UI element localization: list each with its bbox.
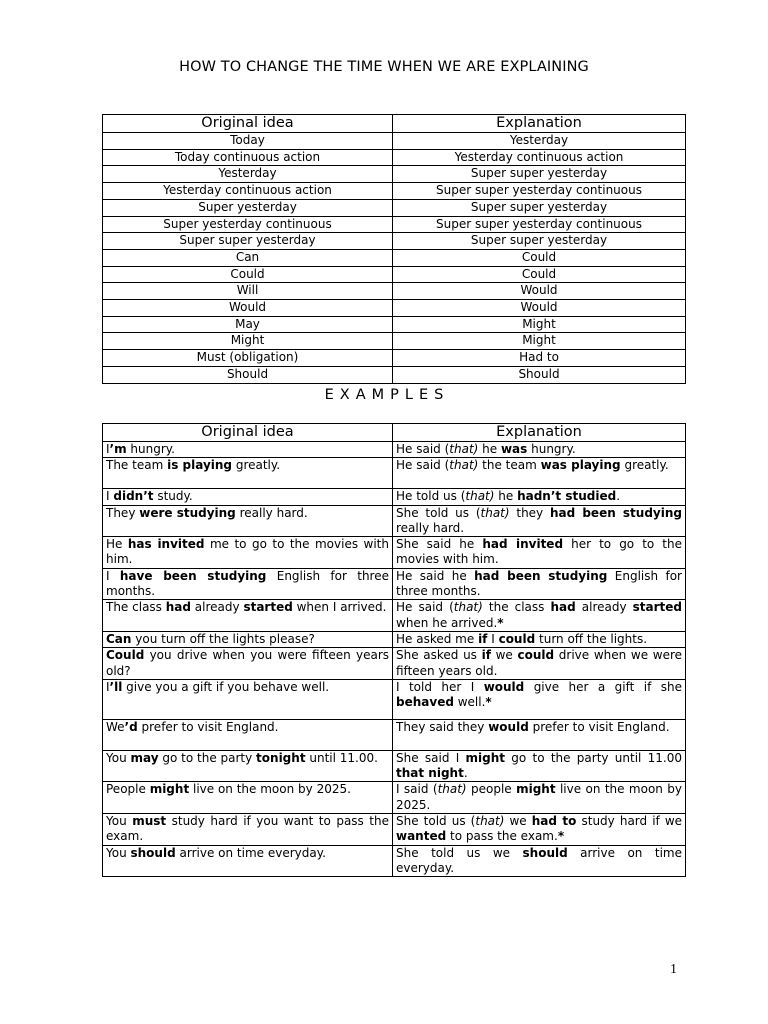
text-segment: * bbox=[485, 695, 492, 710]
text-segment: if bbox=[481, 648, 491, 663]
table-row bbox=[103, 568, 686, 600]
original-cell: Must (obligation) bbox=[103, 350, 393, 367]
text-segment: already bbox=[190, 600, 244, 615]
text-segment: He said he bbox=[396, 568, 475, 583]
text-segment: live on the moon by 2025. bbox=[189, 782, 351, 797]
column-header-explanation: Explanation bbox=[393, 424, 686, 442]
text-segment: may bbox=[130, 750, 159, 765]
text-segment: study hard if we bbox=[576, 814, 683, 829]
text-segment: . bbox=[463, 766, 468, 781]
text-segment: I told her I bbox=[396, 679, 484, 694]
text-segment: The team bbox=[106, 458, 168, 473]
original-cell: Will bbox=[103, 283, 393, 300]
text-segment: She told us ( bbox=[396, 505, 481, 520]
original-cell bbox=[103, 750, 393, 782]
text-segment: hungry. bbox=[527, 442, 576, 456]
text-segment: could bbox=[498, 631, 536, 646]
text-segment: tonight bbox=[256, 750, 306, 765]
explanation-cell bbox=[393, 568, 686, 600]
table-header-row bbox=[103, 115, 686, 133]
text-segment: study. bbox=[153, 489, 193, 504]
text-segment: He said ( bbox=[396, 600, 454, 615]
column-header-original: Original idea bbox=[103, 424, 393, 442]
text-segment: her to go to the movies with him. bbox=[396, 537, 683, 567]
text-segment: that) bbox=[475, 814, 505, 829]
explanation-cell: Had to bbox=[393, 350, 686, 367]
original-cell bbox=[103, 631, 393, 647]
text-segment: might bbox=[465, 750, 506, 765]
text-segment: he bbox=[478, 442, 501, 456]
original-cell bbox=[103, 458, 393, 489]
text-segment: She told us ( bbox=[396, 814, 476, 829]
text-segment: prefer to visit England. bbox=[528, 719, 670, 734]
examples-heading: EXAMPLES bbox=[324, 387, 450, 403]
original-cell bbox=[103, 489, 393, 505]
table-row bbox=[103, 366, 686, 383]
text-segment: have been studying bbox=[119, 568, 267, 583]
examples-table bbox=[102, 423, 686, 877]
text-segment: We bbox=[106, 719, 125, 734]
text-segment: the team bbox=[478, 458, 541, 473]
table-row bbox=[103, 300, 686, 317]
text-segment: that) bbox=[449, 458, 479, 473]
text-segment: ’m bbox=[109, 442, 127, 456]
text-segment: you turn off the lights please? bbox=[131, 631, 315, 646]
text-segment: She said I bbox=[396, 750, 466, 765]
original-cell: Might bbox=[103, 333, 393, 350]
original-cell bbox=[103, 814, 393, 846]
text-segment: had been studying bbox=[549, 505, 682, 520]
text-segment: really hard. bbox=[396, 520, 465, 535]
text-segment: He bbox=[106, 537, 128, 552]
text-segment: the class bbox=[482, 600, 551, 615]
table-row bbox=[103, 719, 686, 750]
explanation-cell bbox=[393, 750, 686, 782]
original-cell bbox=[103, 782, 393, 814]
explanation-cell bbox=[393, 442, 686, 458]
text-segment: wanted bbox=[396, 829, 447, 844]
explanation-cell bbox=[393, 600, 686, 632]
text-segment: Can bbox=[106, 631, 132, 646]
text-segment: arrive on time everyday. bbox=[396, 845, 682, 875]
text-segment: You bbox=[106, 814, 133, 829]
text-segment: He said ( bbox=[396, 458, 450, 473]
table-row bbox=[103, 216, 686, 233]
text-segment: I bbox=[106, 489, 114, 504]
original-cell: May bbox=[103, 316, 393, 333]
table-row bbox=[103, 442, 686, 458]
explanation-cell bbox=[393, 648, 686, 680]
explanation-cell bbox=[393, 679, 686, 719]
text-segment: had to bbox=[531, 814, 577, 829]
original-cell bbox=[103, 537, 393, 569]
text-segment: * bbox=[497, 615, 504, 630]
explanation-cell: Super super yesterday continuous bbox=[393, 183, 686, 200]
column-header-explanation: Explanation bbox=[393, 115, 686, 133]
text-segment: ’ll bbox=[109, 679, 123, 694]
text-segment: had invited bbox=[482, 537, 564, 552]
text-segment: I bbox=[106, 442, 110, 456]
original-cell bbox=[103, 600, 393, 632]
text-segment: * bbox=[557, 829, 565, 844]
text-segment: might bbox=[516, 782, 556, 797]
text-segment: greatly. bbox=[232, 458, 281, 473]
table-row bbox=[103, 199, 686, 216]
text-segment: turn off the lights. bbox=[535, 631, 648, 646]
text-segment: English for three months. bbox=[106, 568, 389, 599]
text-segment: that) bbox=[449, 442, 479, 456]
table-row bbox=[103, 283, 686, 300]
text-segment: should bbox=[130, 845, 176, 860]
original-cell bbox=[103, 442, 393, 458]
table-row bbox=[103, 814, 686, 846]
text-segment: had been studying bbox=[474, 568, 608, 583]
text-segment: that night bbox=[396, 766, 464, 781]
original-cell: Would bbox=[103, 300, 393, 317]
text-segment: has invited bbox=[127, 537, 205, 552]
text-segment: until 11.00. bbox=[305, 750, 378, 765]
text-segment: hadn’t studied bbox=[517, 489, 617, 504]
text-segment: live on the moon by 2025. bbox=[396, 782, 683, 812]
original-cell: Today bbox=[103, 133, 393, 150]
original-cell bbox=[103, 845, 393, 877]
text-segment: You bbox=[106, 845, 131, 860]
text-segment: ’d bbox=[124, 719, 138, 734]
original-cell: Super yesterday bbox=[103, 199, 393, 216]
original-cell: Can bbox=[103, 249, 393, 266]
column-header-original: Original idea bbox=[103, 115, 393, 133]
original-cell bbox=[103, 679, 393, 719]
explanation-cell: Could bbox=[393, 266, 686, 283]
text-segment: I bbox=[106, 679, 110, 694]
explanation-cell bbox=[393, 782, 686, 814]
explanation-cell: Super super yesterday bbox=[393, 199, 686, 216]
text-segment: might bbox=[149, 782, 190, 797]
table-row bbox=[103, 505, 686, 537]
text-segment: give you a gift if you behave well. bbox=[122, 679, 330, 694]
text-segment: that) bbox=[453, 600, 483, 615]
table-row bbox=[103, 233, 686, 250]
table-row bbox=[103, 537, 686, 569]
text-segment: go to the party bbox=[158, 750, 257, 765]
text-segment: were studying bbox=[139, 505, 236, 520]
explanation-cell: Would bbox=[393, 283, 686, 300]
text-segment: Could bbox=[106, 648, 145, 663]
text-segment: people bbox=[466, 782, 517, 797]
table-row bbox=[103, 782, 686, 814]
text-segment: She asked us bbox=[396, 648, 482, 663]
text-segment: is playing bbox=[167, 458, 233, 473]
explanation-cell: Might bbox=[393, 333, 686, 350]
text-segment: that) bbox=[437, 782, 467, 797]
table-row bbox=[103, 316, 686, 333]
text-segment: if bbox=[478, 631, 488, 646]
text-segment: They bbox=[106, 505, 140, 520]
text-segment: when he arrived. bbox=[396, 615, 498, 630]
text-segment: I said ( bbox=[396, 782, 438, 797]
table-row bbox=[103, 631, 686, 647]
text-segment: behaved bbox=[396, 695, 454, 710]
explanation-cell bbox=[393, 537, 686, 569]
text-segment: greatly. bbox=[620, 458, 669, 473]
table-row bbox=[103, 350, 686, 367]
explanation-cell bbox=[393, 814, 686, 846]
table-row bbox=[103, 166, 686, 183]
explanation-cell: Yesterday bbox=[393, 133, 686, 150]
text-segment: could bbox=[517, 648, 555, 663]
text-segment: go to the party until 11.00 bbox=[505, 750, 682, 765]
text-segment: to pass the exam. bbox=[446, 829, 558, 844]
text-segment: me to go to the movies with him. bbox=[106, 537, 389, 567]
text-segment: had bbox=[550, 600, 576, 615]
table-row bbox=[103, 183, 686, 200]
explanation-cell: Might bbox=[393, 316, 686, 333]
table-row bbox=[103, 333, 686, 350]
text-segment: He told us ( bbox=[396, 489, 466, 504]
text-segment: that) bbox=[480, 505, 510, 520]
text-segment: . bbox=[616, 489, 621, 504]
table-row bbox=[103, 750, 686, 782]
explanation-cell: Could bbox=[393, 249, 686, 266]
table-row bbox=[103, 249, 686, 266]
text-segment: I bbox=[487, 631, 499, 646]
text-segment: didn’t bbox=[113, 489, 154, 504]
text-segment: People bbox=[106, 782, 150, 797]
text-segment: we bbox=[504, 814, 532, 829]
original-cell bbox=[103, 648, 393, 680]
explanation-cell bbox=[393, 719, 686, 750]
explanation-cell bbox=[393, 505, 686, 537]
text-segment: hungry. bbox=[126, 442, 175, 456]
table-row bbox=[103, 133, 686, 150]
explanation-cell: Super super yesterday bbox=[393, 233, 686, 250]
explanation-cell: Super super yesterday continuous bbox=[393, 216, 686, 233]
table-row bbox=[103, 845, 686, 877]
text-segment: already bbox=[575, 600, 633, 615]
table-row bbox=[103, 149, 686, 166]
table-row bbox=[103, 679, 686, 719]
text-segment: that) bbox=[465, 489, 495, 504]
text-segment: arrive on time everyday. bbox=[175, 845, 326, 860]
text-segment: They said they bbox=[396, 719, 489, 734]
text-segment: started bbox=[243, 600, 293, 615]
table-row bbox=[103, 266, 686, 283]
text-segment: She said he bbox=[396, 537, 483, 552]
table-row bbox=[103, 458, 686, 489]
text-segment: would bbox=[488, 719, 529, 734]
text-segment: give her a gift if she bbox=[524, 679, 682, 694]
table-row bbox=[103, 600, 686, 632]
table-row bbox=[103, 648, 686, 680]
text-segment: he bbox=[494, 489, 518, 504]
explanation-cell: Should bbox=[393, 366, 686, 383]
text-segment: You bbox=[106, 750, 131, 765]
text-segment: should bbox=[522, 845, 568, 860]
table-row bbox=[103, 489, 686, 505]
text-segment: The class bbox=[106, 600, 166, 615]
original-cell: Super yesterday continuous bbox=[103, 216, 393, 233]
original-cell: Could bbox=[103, 266, 393, 283]
page-title: HOW TO CHANGE THE TIME WHEN WE ARE EXPLAINING bbox=[179, 59, 589, 75]
text-segment: study hard if you want to pass the exam. bbox=[106, 814, 389, 844]
explanation-cell bbox=[393, 631, 686, 647]
text-segment: they bbox=[509, 505, 550, 520]
text-segment: was bbox=[500, 442, 528, 456]
text-segment: She told us we bbox=[396, 845, 523, 860]
explanation-cell bbox=[393, 489, 686, 505]
text-segment: would bbox=[483, 679, 525, 694]
text-segment: He asked me bbox=[396, 631, 479, 646]
original-cell: Yesterday continuous action bbox=[103, 183, 393, 200]
explanation-cell bbox=[393, 845, 686, 877]
text-segment: was playing bbox=[540, 458, 621, 473]
text-segment: drive when we were fifteen years old. bbox=[396, 648, 683, 678]
text-segment: you drive when you were fifteen years old? bbox=[106, 648, 389, 678]
original-cell bbox=[103, 719, 393, 750]
explanation-cell: Super super yesterday bbox=[393, 166, 686, 183]
table-header-row bbox=[103, 424, 686, 442]
original-cell: Today continuous action bbox=[103, 149, 393, 166]
text-segment: had bbox=[165, 600, 191, 615]
text-segment: when I arrived. bbox=[292, 600, 387, 615]
text-segment: I bbox=[106, 568, 120, 583]
original-cell: Yesterday bbox=[103, 166, 393, 183]
explanation-cell: Yesterday continuous action bbox=[393, 149, 686, 166]
original-cell bbox=[103, 568, 393, 600]
text-segment: we bbox=[490, 648, 518, 663]
text-segment: started bbox=[632, 600, 682, 615]
original-cell bbox=[103, 505, 393, 537]
explanation-cell bbox=[393, 458, 686, 489]
text-segment: He said ( bbox=[396, 442, 450, 456]
text-segment: prefer to visit England. bbox=[137, 719, 279, 734]
text-segment: well. bbox=[453, 695, 486, 710]
original-cell: Should bbox=[103, 366, 393, 383]
text-segment: really hard. bbox=[235, 505, 308, 520]
text-segment: must bbox=[132, 814, 167, 829]
tense-change-table bbox=[102, 114, 686, 384]
page-number: 1 bbox=[670, 962, 677, 977]
text-segment: English for three months. bbox=[396, 568, 682, 599]
explanation-cell: Would bbox=[393, 300, 686, 317]
original-cell: Super super yesterday bbox=[103, 233, 393, 250]
